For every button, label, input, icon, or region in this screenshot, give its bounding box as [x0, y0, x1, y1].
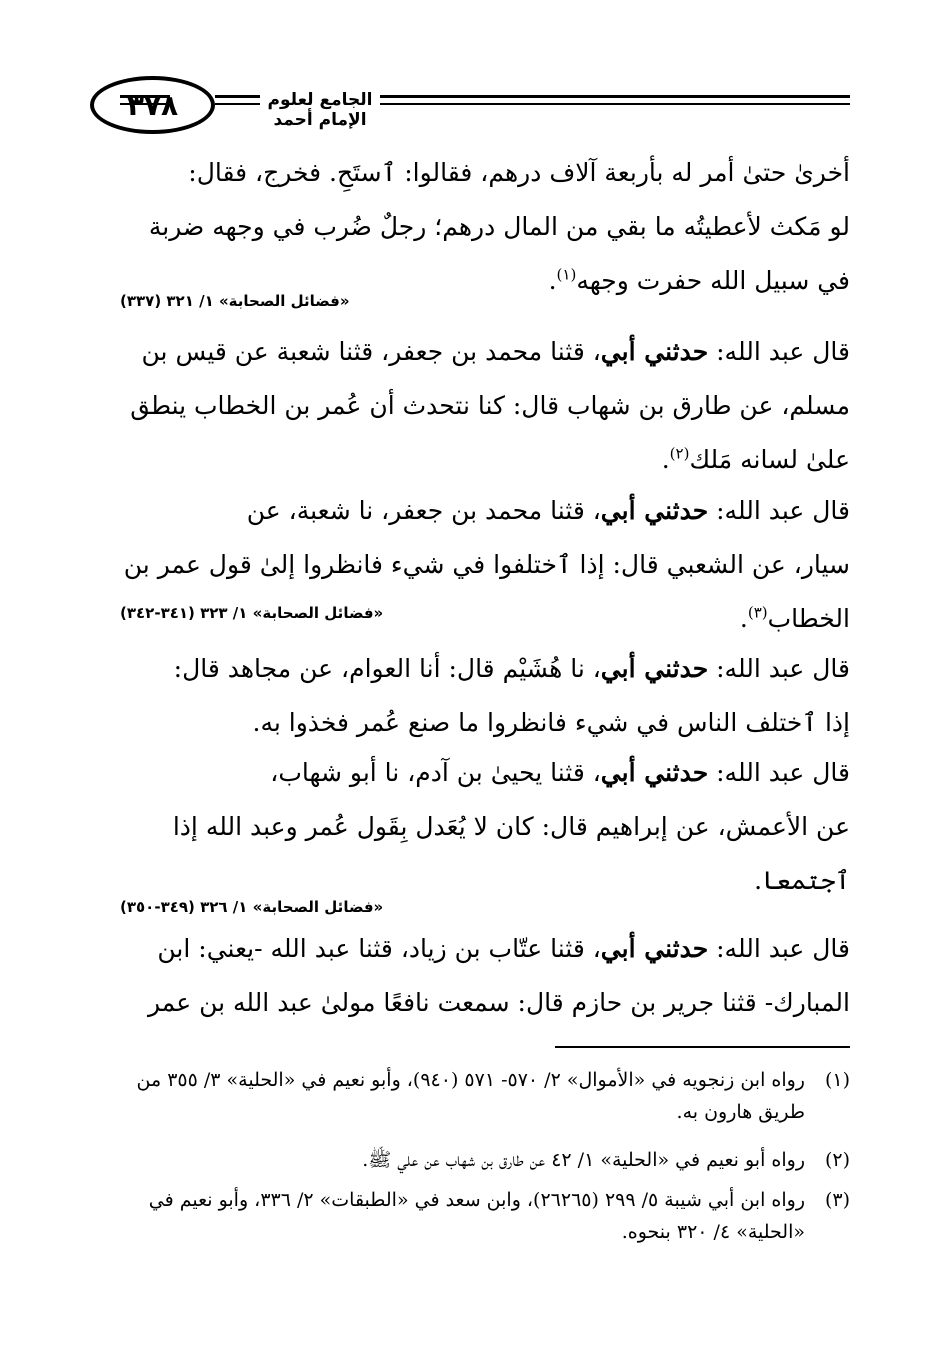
- text-line: سيار، عن الشعبي قال: إذا ٱختلفوا في شيء فانظروا إلىٰ قول عمر بن: [123, 550, 850, 579]
- narration-bold: حدثني أبي: [600, 934, 709, 963]
- header-title: الجامع لعلوم الإمام أحمد: [260, 90, 380, 130]
- text-line: ٱجتمعا.: [754, 866, 850, 895]
- text-line-content: الخطاب: [767, 604, 850, 633]
- paragraph-1: [120, 146, 850, 308]
- text-line-content: ، قثنا عتّاب بن زياد، قثنا عبد الله -يعني: ابن: [157, 934, 601, 963]
- narration-lead: قال عبد الله:: [708, 934, 850, 963]
- paragraph-5: [120, 746, 850, 908]
- text-line-content: ، نا هُشَيْم قال: أنا العوام، عن مجاهد قال:: [173, 654, 601, 683]
- text-line: الخطاب$^{(٣)}$.: [739, 603, 850, 633]
- footnote-number: (٣): [824, 1189, 850, 1211]
- text-line: أخرىٰ حتىٰ أمر له بأربعة آلاف درهم، فقالوا: ٱستَحِ. فخرج، فقال:: [188, 158, 850, 187]
- text-line: [120, 484, 850, 538]
- text-line: مسلم، عن طارق بن شهاب قال: كنا نتحدث أن عُمر بن الخطاب ينطق: [130, 391, 850, 420]
- narration-bold: حدثني أبي: [600, 496, 709, 525]
- header-rule-right-bottom: [380, 103, 850, 105]
- footnote-number: (٢): [824, 1149, 850, 1171]
- text-line: لو مَكث لأعطيتُه ما بقي من المال درهم؛ رجلٌ ضُرب في وجهه ضربة: [148, 212, 850, 241]
- paragraph-4: [120, 642, 850, 750]
- narration-bold: حدثني أبي: [600, 654, 709, 683]
- footnote-text: رواه ابن زنجويه في «الأموال» ٢/ ٥٧٠- ٥٧١ (٩٤٠)، وأبو نعيم في «الحلية» ٣/ ٣٥٥ من طريق هارون به.: [136, 1069, 805, 1123]
- source-citation: «فضائل الصحابة» ١/ ٣٢٣ (٣٤١-٣٤٢): [120, 604, 384, 622]
- narration-lead: قال عبد الله:: [708, 758, 850, 787]
- footnote-number: (١): [824, 1069, 850, 1091]
- text-line: [120, 746, 850, 800]
- text-line: المبارك- قثنا جرير بن حازم قال: سمعت نافعًا مولىٰ عبد الله بن عمر: [147, 988, 850, 1017]
- footnote-ref: (١): [556, 265, 577, 284]
- narration-lead: قال عبد الله:: [708, 654, 850, 683]
- header-rule-left-bottom: [215, 103, 265, 105]
- footnote-ref: (٢): [669, 444, 690, 463]
- footnote-text: رواه أبو نعيم في «الحلية» ١/ ٤٢ عن طارق بن شهاب عن علي ﷺ.: [362, 1149, 805, 1171]
- paragraph-6: [120, 922, 850, 1030]
- text-line: [120, 325, 850, 379]
- text-line: علىٰ لسانه مَلك$^{(٢)}$.: [661, 444, 850, 474]
- paragraph-2: [120, 325, 850, 487]
- narration-bold: حدثني أبي: [600, 758, 709, 787]
- footnote-item: [120, 1064, 850, 1128]
- page-number: ٣٧٨: [126, 88, 179, 122]
- footnote-ref: (٣): [747, 603, 768, 622]
- text-line: إذا ٱختلف الناس في شيء فانظروا ما صنع عُمر فخذوا به.: [252, 708, 850, 737]
- footnote-item: [120, 1144, 850, 1176]
- text-line-content: ، قثنا محمد بن جعفر، نا شعبة، عن: [246, 496, 601, 525]
- text-line: في سبيل الله حفرت وجهه$^{(١)}$.: [548, 265, 850, 295]
- text-line-content: ، قثنا محمد بن جعفر، قثنا شعبة عن قيس بن: [141, 337, 601, 366]
- header-rule-left-top: [215, 95, 265, 98]
- text-line: عن الأعمش، عن إبراهيم قال: كان لا يُعَدل بِقَول عُمر وعبد الله إذا: [172, 812, 850, 841]
- source-citation: «فضائل الصحابة» ١/ ٣٢١ (٣٣٧): [120, 292, 350, 310]
- text-line-content: في سبيل الله حفرت وجهه: [576, 266, 850, 295]
- footnote-separator: [555, 1046, 850, 1048]
- source-citation: «فضائل الصحابة» ١/ ٣٢٦ (٣٤٩-٣٥٠): [120, 898, 384, 916]
- footnote-item: [120, 1184, 850, 1248]
- header-rule-right-top: [380, 95, 850, 98]
- text-line: [120, 642, 850, 696]
- narration-lead: قال عبد الله:: [708, 496, 850, 525]
- text-line: [120, 922, 850, 976]
- narration-lead: قال عبد الله:: [708, 337, 850, 366]
- footnote-text: رواه ابن أبي شيبة ٥/ ٢٩٩ (٢٦٢٦٥)، وابن سعد في «الطبقات» ٢/ ٣٣٦، وأبو نعيم في «الحلية» ٤/ ٣٢٠ بنحوه.: [148, 1189, 805, 1243]
- footnotes: [120, 1064, 850, 1248]
- text-line-content: ، قثنا يحيىٰ بن آدم، نا أبو شهاب،: [270, 758, 601, 787]
- narration-bold: حدثني أبي: [600, 337, 709, 366]
- page-number-badge: [90, 76, 215, 134]
- text-line-content: علىٰ لسانه مَلك: [689, 445, 850, 474]
